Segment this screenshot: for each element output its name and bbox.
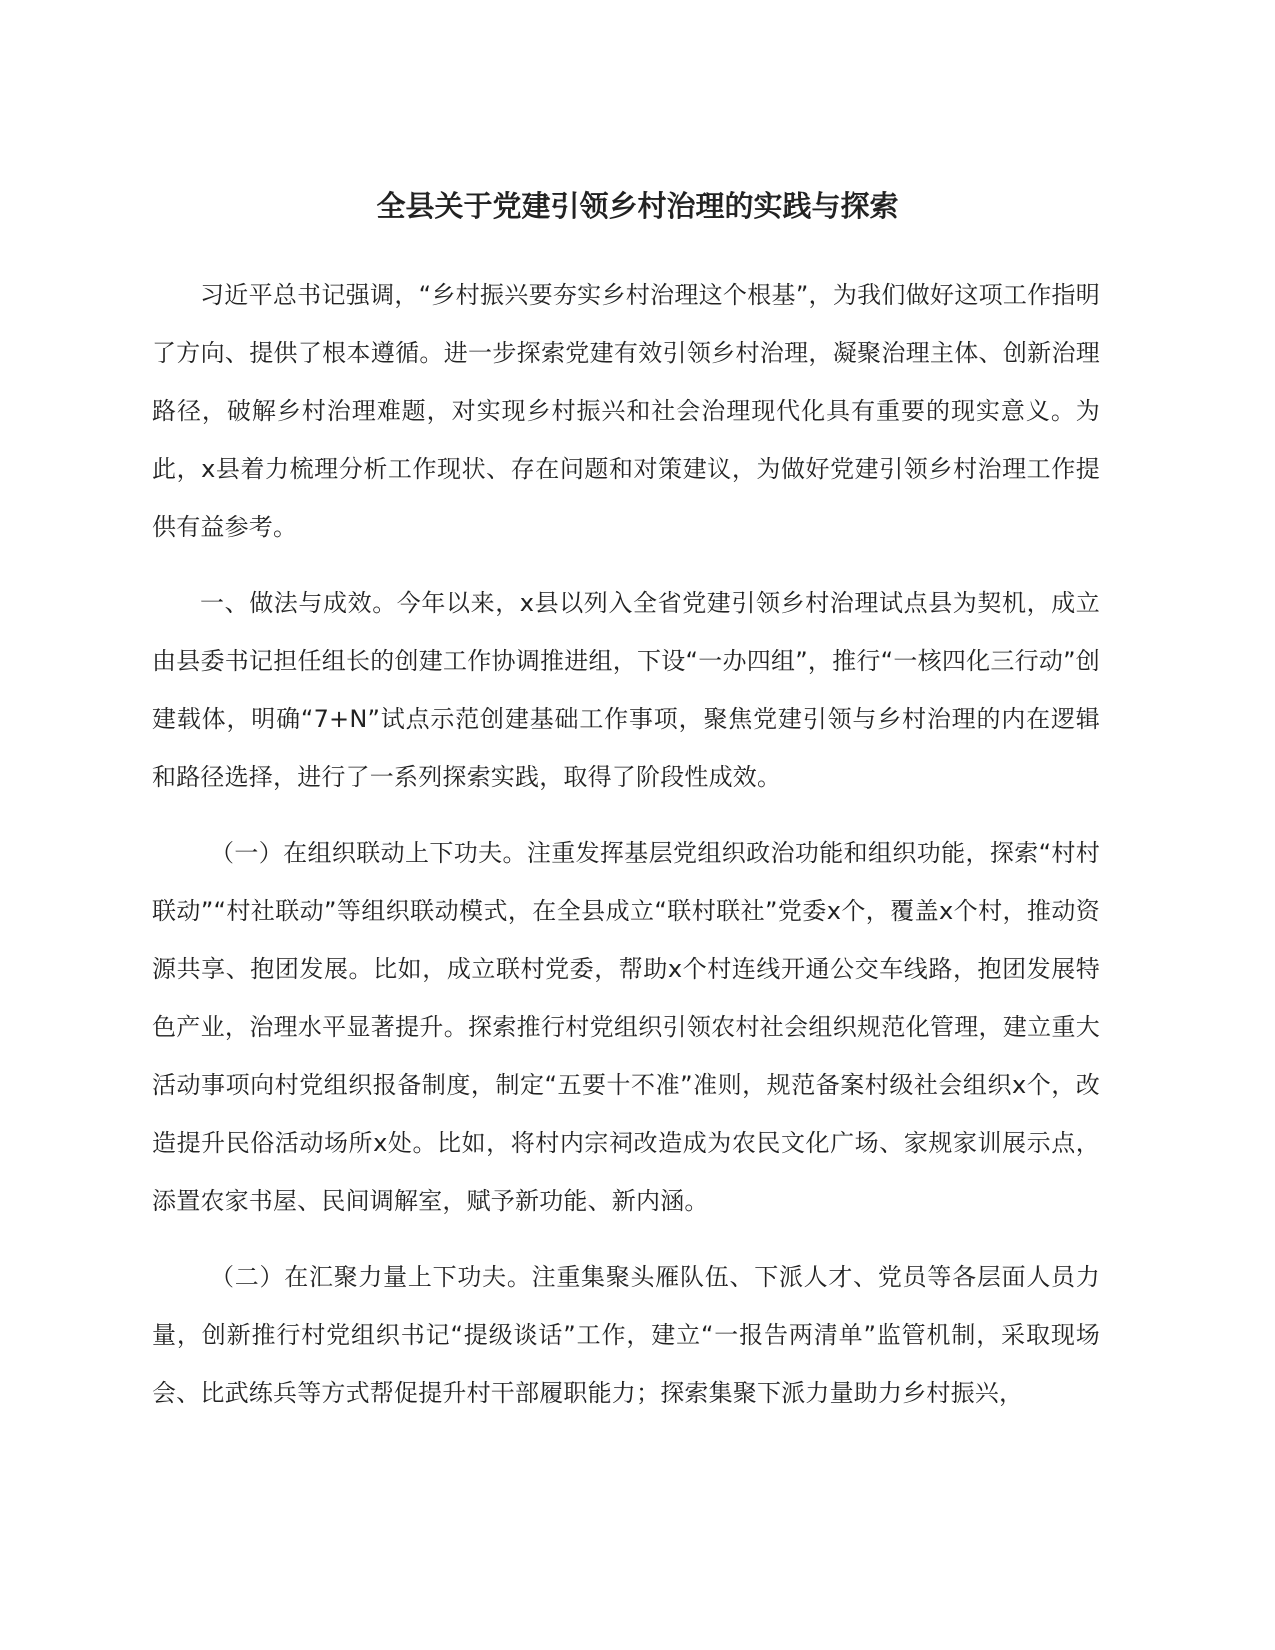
- paragraph-section-one: 一、做法与成效。今年以来，x县以列入全省党建引领乡村治理试点县为契机，成立由县委书记担任组长的创建工作协调推进组，下设“一办四组”，推行“一核四化三行动”创建载体，明确“7+N”试点示范创建基础工作事项，聚焦党建引领与乡村治理的内在逻辑和路径选择，进行了一系列探索实践，取得了阶段性成效。: [152, 589, 1100, 791]
- paragraph-subsection-two: （二）在汇聚力量上下功夫。注重集聚头雁队伍、下派人才、党员等各层面人员力量，创新推行村党组织书记“提级谈话”工作，建立“一报告两清单”监管机制，采取现场会、比武练兵等方式帮促提升村干部履职能力；探索集聚下派力量助力乡村振兴，: [152, 1263, 1100, 1407]
- paragraph-subsection-one: （一）在组织联动上下功夫。注重发挥基层党组织政治功能和组织功能，探索“村村联动”“村社联动”等组织联动模式，在全县成立“联村联社”党委x个，覆盖x个村，推动资源共享、抱团发展。比如，成立联村党委，帮助x个村连线开通公交车线路，抱团发展特色产业，治理水平显著提升。探索推行村党组织引领农村社会组织规范化管理，建立重大活动事项向村党组织报备制度，制定“五要十不准”准则，规范备案村级社会组织x个，改造提升民俗活动场所x处。比如，将村内宗祠改造成为农民文化广场、家规家训展示点，添置农家书屋、民间调解室，赋予新功能、新内涵。: [152, 839, 1100, 1215]
- document-title: 全县关于党建引领乡村治理的实践与探索: [376, 189, 899, 223]
- document-body: [152, 266, 1100, 1440]
- paragraph-intro: 习近平总书记强调，“乡村振兴要夯实乡村治理这个根基”，为我们做好这项工作指明了方向、提供了根本遵循。进一步探索党建有效引领乡村治理，凝聚治理主体、创新治理路径，破解乡村治理难题，对实现乡村振兴和社会治理现代化具有重要的现实意义。为此，x县着力梳理分析工作现状、存在问题和对策建议，为做好党建引领乡村治理工作提供有益参考。: [152, 281, 1100, 541]
